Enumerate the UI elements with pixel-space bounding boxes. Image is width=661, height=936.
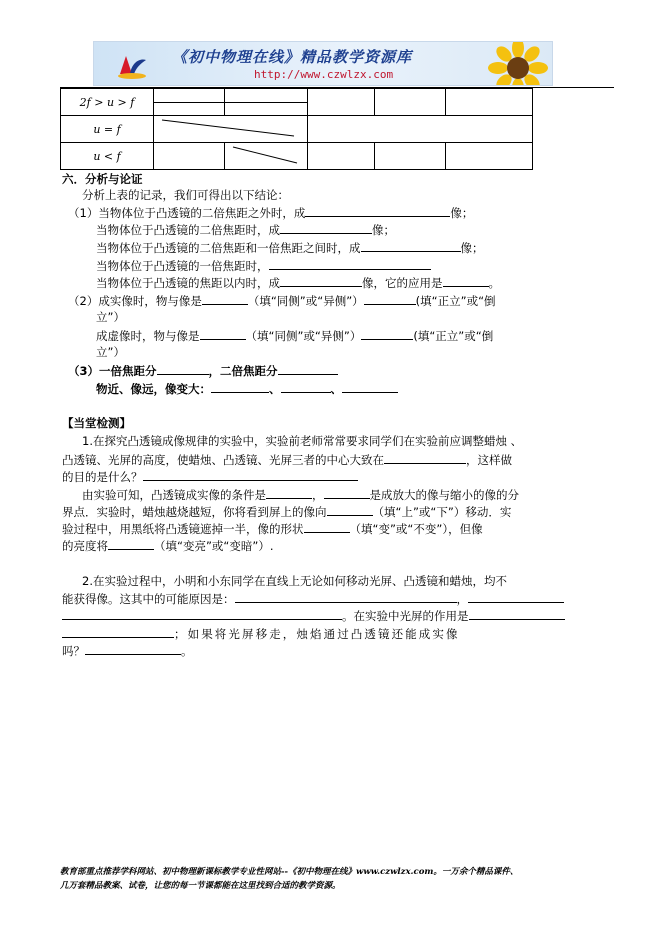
conclusion-1a: （1）当物体位于凸透镜的二倍焦距之外时，成 像； [68,206,474,220]
table-cell [446,143,533,170]
q1-line-6: 验过程中，用黑纸将凸透镜遮掉一半，像的形状 （填“变”或“不变”），但像 [62,522,483,536]
footer-line-1: 教育部重点推荐学科网站、初中物理新课标教学专业性网站--《初中物理在线》www.czwlzx.com。一万余个精品课件、 [60,867,519,877]
diagonal-line [154,116,306,142]
section-intro: 分析上表的记录，我们可得出以下结论： [82,188,289,202]
conclusion-1d: 当物体位于凸透镜的一倍焦距时， [96,258,431,274]
q2-line-1: 2.在实验过程中，小明和小东同学在直线上无论如何移动光屏、凸透镜和蜡烛，均不 [82,574,507,588]
conclusion-3a: （3）一倍焦距分 ，二倍焦距分 [68,363,338,379]
conclusion-1e: 当物体位于凸透镜的焦距以内时，成 像，它的应用是 。 [96,276,500,290]
imaging-table [60,88,533,170]
q2-line-3: 。在实验中光屏的作用是 [62,608,565,624]
diagonal-line [225,143,307,169]
table-cell [225,89,308,116]
q1-line-1: 1.在探究凸透镜成像规律的实验中，实验前老师常常要求同学们在实验前应调整蜡烛 、 [82,434,523,448]
conclusion-2a-cont: 立”） [96,310,125,324]
table-cell [375,143,446,170]
conclusion-1c: 当物体位于凸透镜的二倍焦距和一倍焦距之间时，成 像； [96,241,484,255]
table-row [61,89,533,116]
q1-line-5: 界点．实验时，蜡烛越烧越短，你将看到屏上的像向 （填“上”或“下”）移动．实 [62,505,512,519]
banner-title: 《初中物理在线》精品教学资源库 [172,48,413,66]
table-cell [308,89,375,116]
q1-line-2: 凸透镜、光屏的高度，使蜡烛、凸透镜、光屏三者的中心大致在 ，这样做 [62,453,512,467]
q1-line-4: 由实验可知，凸透镜成实像的条件是 ， 是成放大的像与缩小的像的分 [82,488,519,502]
conclusion-1b: 当物体位于凸透镜的二倍焦距时，成 像； [96,223,395,237]
table-cell [154,143,225,170]
table-cell [308,116,533,143]
q2-line-2: 能获得像。这其中的可能原因是： ， [62,591,564,607]
header-banner [93,41,553,86]
conclusion-3b: 物近、像远，像变大： 、 、 [96,381,398,397]
table-row [61,116,533,143]
table-cell [154,89,225,116]
table-cell [375,89,446,116]
site-logo-icon [116,48,150,80]
check-heading: 【当堂检测】 [62,416,131,430]
table-cell [225,143,308,170]
row-label: 2f > u > f [61,89,154,116]
row-label: u = f [61,116,154,143]
conclusion-2b: 成虚像时，物与像是 （填“同侧”或“异侧”） (填“正立”或“倒 [96,329,494,343]
q1-line-7: 的亮度将 （填“变亮”或“变暗”）. [62,539,274,553]
table-cell [308,143,375,170]
row-label: u < f [61,143,154,170]
footer-line-2: 几万套精品教案、试卷，让您的每一节课都能在这里找到合适的教学资源。 [60,881,341,891]
conclusion-2b-cont: 立”） [96,345,125,359]
sunflower-icon [488,41,548,86]
section-heading: 六．分析与论证 [62,172,143,186]
q2-line-5: 吗？ 。 [62,644,193,658]
table-cell [154,116,308,143]
q2-line-4: ；如果将光屏移走，烛焰通过凸透镜还能成实像 [62,626,460,642]
banner-url[interactable]: http://www.czwlzx.com [254,68,394,81]
q1-line-3: 的目的是什么？ [62,469,358,485]
table-cell [446,89,533,116]
conclusion-2a: （2）成实像时，物与像是 （填“同侧”或“异侧”） (填“正立”或“倒 [68,294,496,308]
table-row [61,143,533,170]
